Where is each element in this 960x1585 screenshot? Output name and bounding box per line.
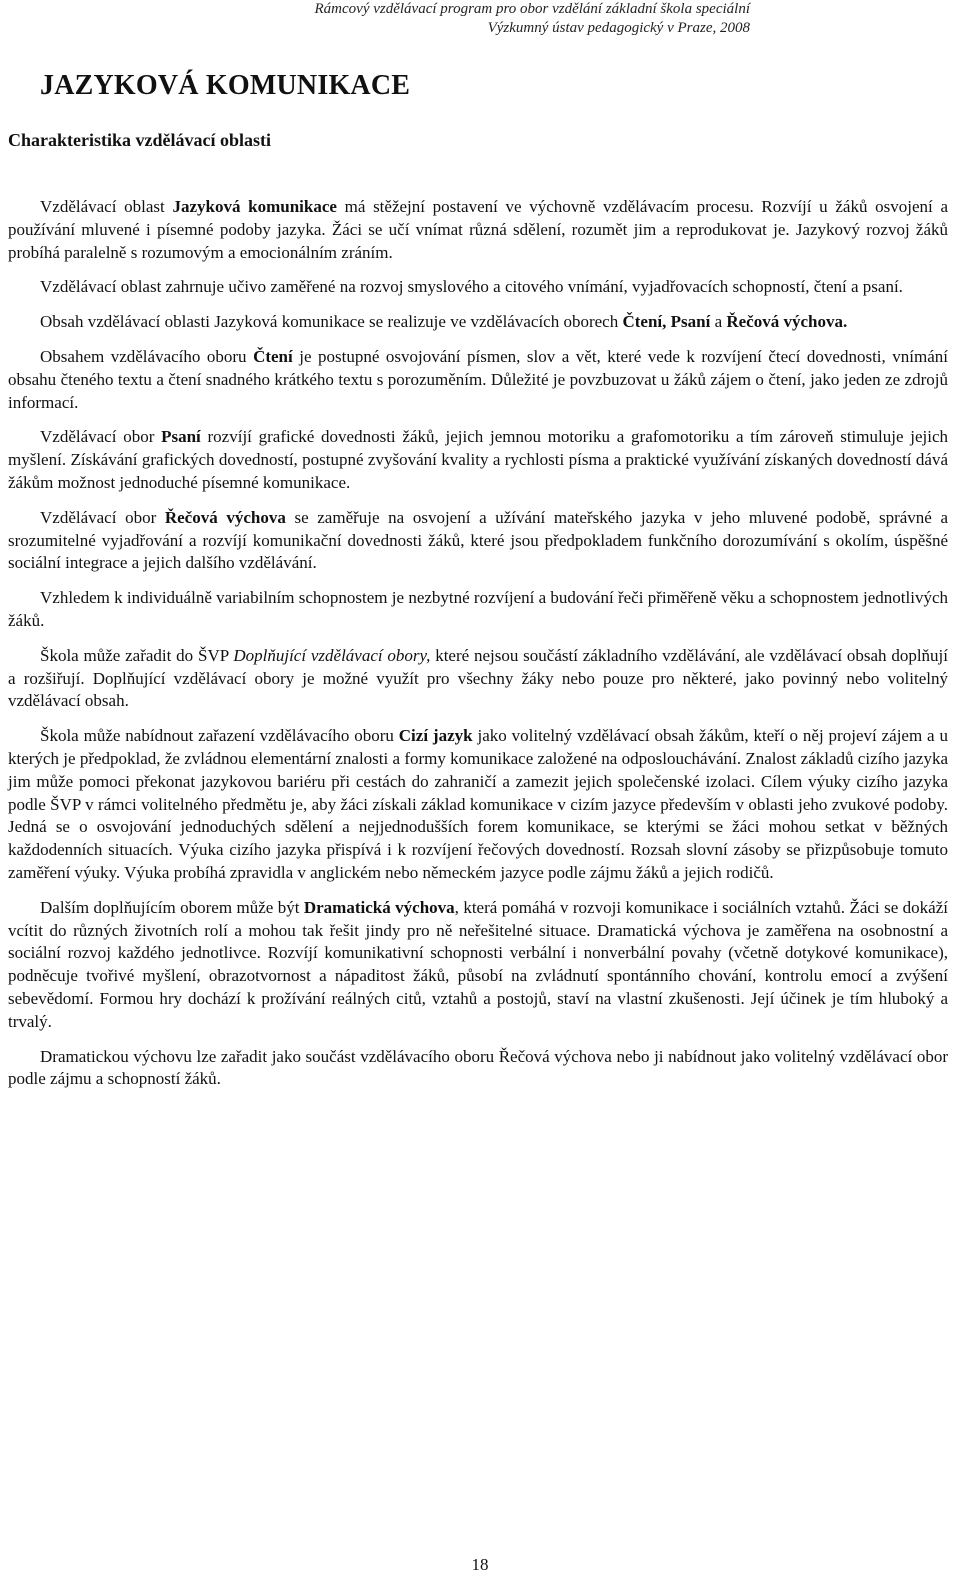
paragraph: [8, 897, 948, 1034]
bold-term: Čtení, Psaní: [622, 312, 711, 332]
bold-term: Jazyková komunikace: [172, 197, 337, 216]
text-run: se zaměřuje na osvojení a užívání mateřského jazyka v jeho mluvené podobě, správné a srozumitelné vyjadřování a rozvíjí komunikační dovednosti žáků, které jsou předpokladem funkčního dorozumívání s okolím, úspěšné sociální integrace a jejich dalšího vzdělávání.: [8, 507, 948, 573]
body-text: [8, 196, 948, 1091]
bold-term: Řečová výchova: [164, 507, 286, 527]
text-run: Vzdělávací obor: [40, 427, 162, 447]
page-title: JAZYKOVÁ KOMUNIKACE: [40, 70, 411, 101]
text-run: které nejsou součástí základního vzdělávání, ale vzdělávací obsah doplňují a rozšiřují. Doplňující vzdělávací obory je možné využít pro všechny žáky nebo pouze pro některé, jako povinný nebo volitelný vzdělávací obsah.: [8, 645, 949, 711]
bold-term: Dramatická výchova: [303, 897, 455, 917]
text-run: rozvíjí grafické dovednosti žáků, jejich jemnou motoriku a grafomotoriku a tím zároveň stimuluje jejich myšlení. Získávání grafických dovedností, postupné zvyšování kvality a rychlosti písma a praktické využívání získaných dovedností dává žákům možnost jednoduché písemné komunikace.: [8, 427, 948, 492]
text-run: Vzdělávací oblast: [40, 197, 173, 216]
header-institute-line: Výzkumný ústav pedagogický v Praze, 2008: [487, 20, 750, 36]
text-run: , která pomáhá v rozvoji komunikace i sociálních vztahů. Žáci se dokáží vcítit do různých životních rolí a mohou tak řešit jindy pro ně neřešitelné situace. Dramatická výchova je zaměřena na osobnostní a sociální rozvoj každého jednotlivce. Rozvíjí komunikativní schopnosti verbální i nonverbální povahy (včetně dotykové komunikace), podněcuje tvořivé myšlení, obrazotvornost a nápaditost žáků, působí na zvládnutí spontánního chování, kontrolu emocí a zvýšení sebevědomí. Formou hry dochází k prožívání reálných citů, vztahů a postojů, staví na vlastní zkušenosti. Její účinek je tím hluboký a trvalý.: [8, 897, 948, 1031]
bold-term: Cizí jazyk: [398, 726, 473, 746]
paragraph: [8, 1046, 948, 1092]
paragraph: [8, 725, 948, 885]
bold-term: Řečová výchova.: [726, 312, 848, 332]
text-run: Vzdělávací obor: [40, 507, 165, 527]
text-run: jako volitelný vzdělávací obsah žákům, kteří o něj projeví zájem a u kterých je předpoklad, že zvládnou elementární znalosti a formy komunikace založené na odposlouchávání. Znalost základů cizího jazyka jim může pomoci překonat jazykovou bariéru při cestách do zahraničí a zamezit jejich společenské izolaci. Cílem výuky cizího jazyka podle ŠVP v rámci volitelného předmětu je, aby žáci získali základ komunikace v cizím jazyce především v oblasti jeho zvukové podoby. Jedná se o osvojování jednoduchých sdělení a nejjednodušších forem komunikace, se kterými se žáci mohou setkat v běžných každodenních situacích. Výuka cizího jazyka přispívá i k rozvíjení řečových dovedností. Rozsah slovní zásoby se přizpůsobuje tomuto zaměření výuky. Výuka probíhá zpravidla v anglickém nebo německém jazyce podle zájmu žáků a jejich rodičů.: [8, 726, 948, 882]
bold-term: Čtení: [253, 346, 293, 366]
paragraph: [8, 276, 948, 299]
paragraph: [8, 645, 948, 713]
text-run: Vzdělávací oblast zahrnuje učivo zaměřené na rozvoj smyslového a citového vnímání, vyjadřovacích schopností, čtení a psaní.: [40, 277, 903, 297]
paragraph: [8, 346, 948, 414]
header-program-line: Rámcový vzdělávací program pro obor vzdělání základní škola speciální: [314, 1, 750, 17]
text-run: Obsahem vzdělávacího oboru: [40, 346, 254, 366]
text-run: Vzhledem k individuálně variabilním schopnostem je nezbytné rozvíjení a budování řeči přiměřeně věku a schopnostem jednotlivých žáků.: [8, 588, 948, 630]
text-run: Škola může zařadit do ŠVP: [40, 645, 234, 665]
running-header: [315, 0, 750, 38]
text-run: Dalším doplňujícím oborem může být: [40, 897, 304, 917]
text-run: Dramatickou výchovu lze zařadit jako součást vzdělávacího oboru Řečová výchova nebo ji nabídnout jako volitelný vzdělávací obor podle zájmu a schopností žáků.: [8, 1046, 948, 1089]
section-subtitle: Charakteristika vzdělávací oblasti: [8, 130, 271, 150]
paragraph: [8, 426, 948, 494]
italic-term: Doplňující vzdělávací obory,: [233, 645, 431, 665]
text-run: Škola může nabídnout zařazení vzdělávacího oboru: [40, 726, 399, 746]
paragraph: [8, 196, 948, 264]
text-run: je postupné osvojování písmen, slov a vět, které vede k rozvíjení čtecí dovednosti, vnímání obsahu čteného textu a čtení snadného krátkého textu s porozuměním. Důležité je povzbuzovat u žáků zájem o čtení, jako jeden ze zdrojů informací.: [8, 346, 948, 412]
bold-term: Psaní: [161, 427, 201, 447]
text-run: a: [710, 312, 727, 332]
text-run: má stěžejní postavení ve výchovně vzdělávacím procesu. Rozvíjí u žáků osvojení a používání mluvené i písemné podoby jazyka. Žáci se učí vnímat různá sdělení, rozumět jim a reprodukovat je. Jazykový rozvoj žáků probíhá paralelně s rozumovým a emocionálním zráním.: [8, 197, 948, 262]
paragraph: [8, 587, 948, 633]
paragraph: [8, 311, 948, 334]
text-run: Obsah vzdělávací oblasti Jazyková komunikace se realizuje ve vzdělávacích oborech: [40, 312, 623, 332]
page-number: 18: [471, 1555, 489, 1574]
paragraph: [8, 507, 948, 575]
